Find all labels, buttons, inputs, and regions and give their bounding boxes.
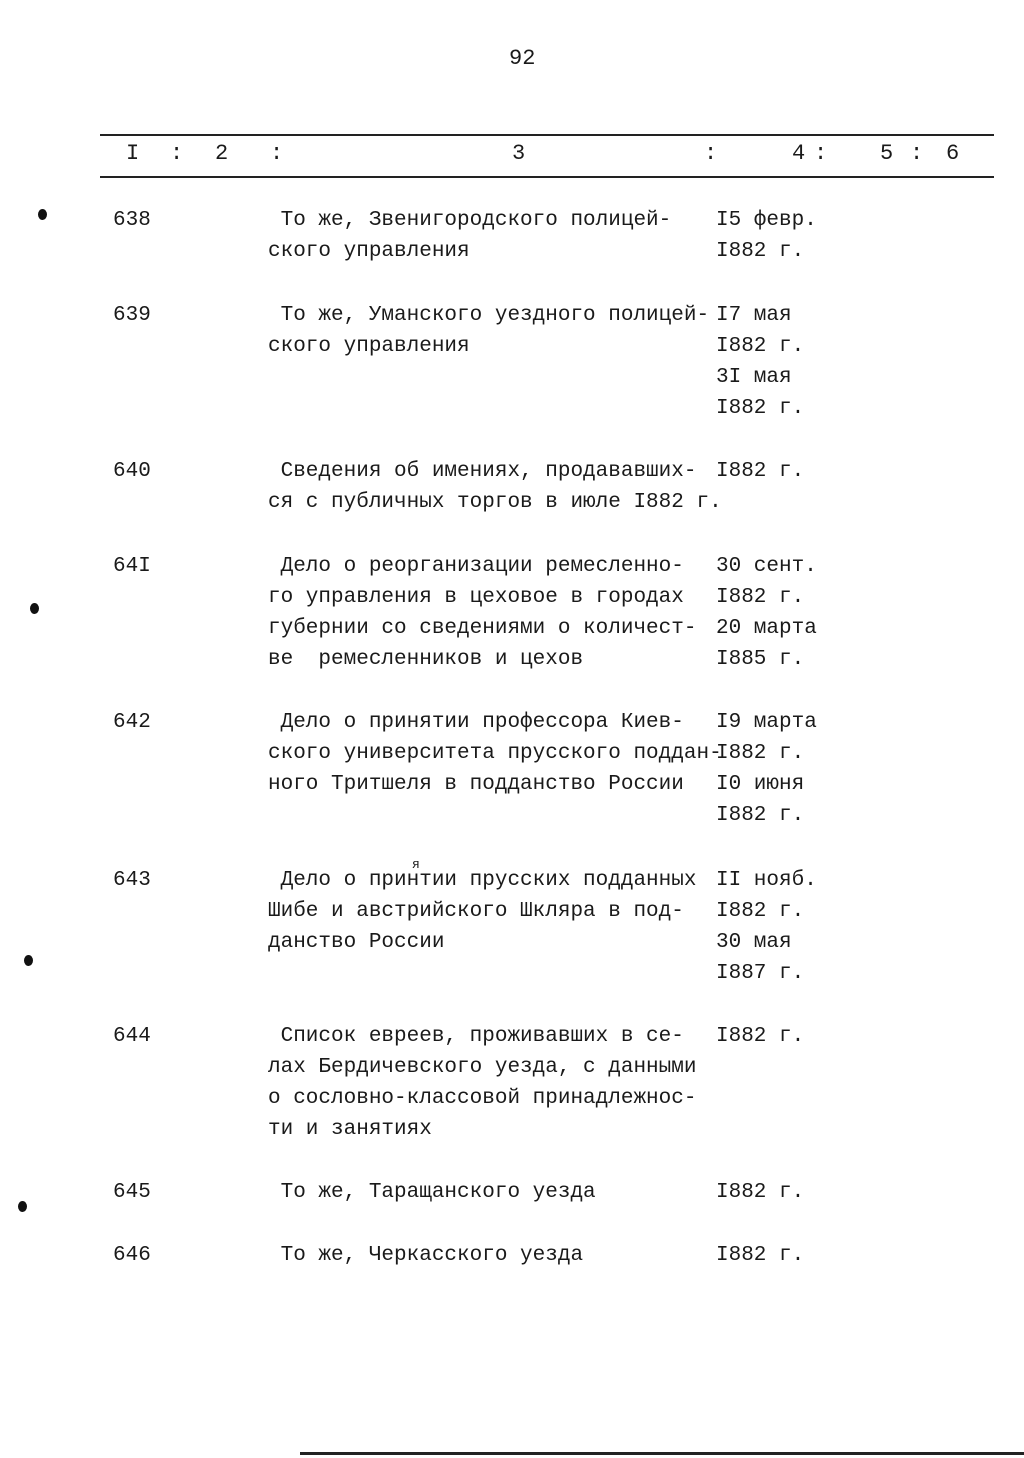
- item-date-line: I882 г.: [716, 1244, 805, 1267]
- header-bottom-rule: [100, 176, 994, 178]
- item-title-line: То же, Черкасского уезда: [268, 1244, 584, 1267]
- item-number: 639: [113, 304, 151, 327]
- column-number: 5: [880, 141, 894, 166]
- item-date-line: I882 г.: [716, 335, 805, 358]
- item-date-line: 20 марта: [716, 617, 817, 640]
- item-date-line: I9 марта: [716, 711, 817, 734]
- item-title-line: ся с публичных торгов в июле I882 г.: [268, 491, 722, 514]
- item-title-line: Шибе и австрийского Шкляра в под-: [268, 900, 684, 923]
- item-title-line: Список евреев, проживавших в се-: [268, 1025, 684, 1048]
- item-date-line: 30 мая: [716, 931, 792, 954]
- item-title-line: Дело о принятии профессора Киев-: [268, 711, 684, 734]
- column-separator: :: [814, 141, 828, 166]
- item-title-line: ского университета прусского поддан-: [268, 742, 722, 765]
- item-title-line: Дело о реорганизации ремесленно-: [268, 555, 684, 578]
- item-date-line: I887 г.: [716, 962, 805, 985]
- item-title-line: То же, Таращанского уезда: [268, 1181, 596, 1204]
- column-separator: :: [704, 141, 718, 166]
- item-title-line: ского управления: [268, 240, 470, 263]
- item-title-line: данство России: [268, 931, 445, 954]
- item-number: 644: [113, 1025, 151, 1048]
- item-title-line: лах Бердичевского уезда, с данными: [268, 1056, 697, 1079]
- item-title-line: Сведения об имениях, продававших-: [268, 460, 697, 483]
- column-number: 6: [946, 141, 960, 166]
- header-top-rule: [100, 134, 994, 136]
- item-date-line: I5 февр.: [716, 209, 817, 232]
- item-title-line: ного Тритшеля в подданство России: [268, 773, 684, 796]
- item-date-line: II нояб.: [716, 869, 817, 892]
- item-number: 646: [113, 1244, 151, 1267]
- item-date-line: I0 июня: [716, 773, 805, 796]
- item-date-line: I882 г.: [716, 586, 805, 609]
- punch-hole-mark: [24, 955, 33, 966]
- item-date-line: I882 г.: [716, 804, 805, 827]
- column-separator: :: [170, 141, 184, 166]
- item-title-line: ти и занятиях: [268, 1118, 432, 1141]
- column-separator: :: [270, 141, 284, 166]
- item-date-line: I7 мая: [716, 304, 792, 327]
- item-date-line: I882 г.: [716, 1181, 805, 1204]
- column-separator: :: [910, 141, 924, 166]
- item-number: 640: [113, 460, 151, 483]
- item-number: 642: [113, 711, 151, 734]
- column-number: I: [126, 141, 140, 166]
- item-title-line: го управления в цеховое в городах: [268, 586, 684, 609]
- item-title-line: Дело о принтии прусских подданных: [268, 869, 697, 892]
- item-date-line: I882 г.: [716, 742, 805, 765]
- bottom-edge-line: [300, 1452, 1024, 1455]
- item-date-line: I882 г.: [716, 1025, 805, 1048]
- item-title-line: о сословно-классовой принадлежнос-: [268, 1087, 697, 1110]
- item-date-line: 30 сент.: [716, 555, 817, 578]
- item-title-line: То же, Звенигородского полицей-: [268, 209, 672, 232]
- punch-hole-mark: [38, 209, 47, 220]
- punch-hole-mark: [18, 1201, 27, 1212]
- item-title-line: ве ремесленников и цехов: [268, 648, 584, 671]
- handwritten-correction: я: [412, 857, 420, 872]
- item-date-line: I882 г.: [716, 397, 805, 420]
- column-number: 3: [512, 141, 526, 166]
- item-date-line: I882 г.: [716, 460, 805, 483]
- item-number: 64I: [113, 555, 151, 578]
- item-date-line: I882 г.: [716, 240, 805, 263]
- item-date-line: I882 г.: [716, 900, 805, 923]
- item-title-line: ского управления: [268, 335, 470, 358]
- page-number: 92: [509, 46, 536, 71]
- column-number: 2: [215, 141, 229, 166]
- item-number: 645: [113, 1181, 151, 1204]
- item-number: 638: [113, 209, 151, 232]
- punch-hole-mark: [30, 603, 39, 614]
- item-date-line: 3I мая: [716, 366, 792, 389]
- item-number: 643: [113, 869, 151, 892]
- item-title-line: губернии со сведениями о количест-: [268, 617, 697, 640]
- item-title-line: То же, Уманского уездного полицей-: [268, 304, 710, 327]
- item-date-line: I885 г.: [716, 648, 805, 671]
- column-number: 4: [792, 141, 806, 166]
